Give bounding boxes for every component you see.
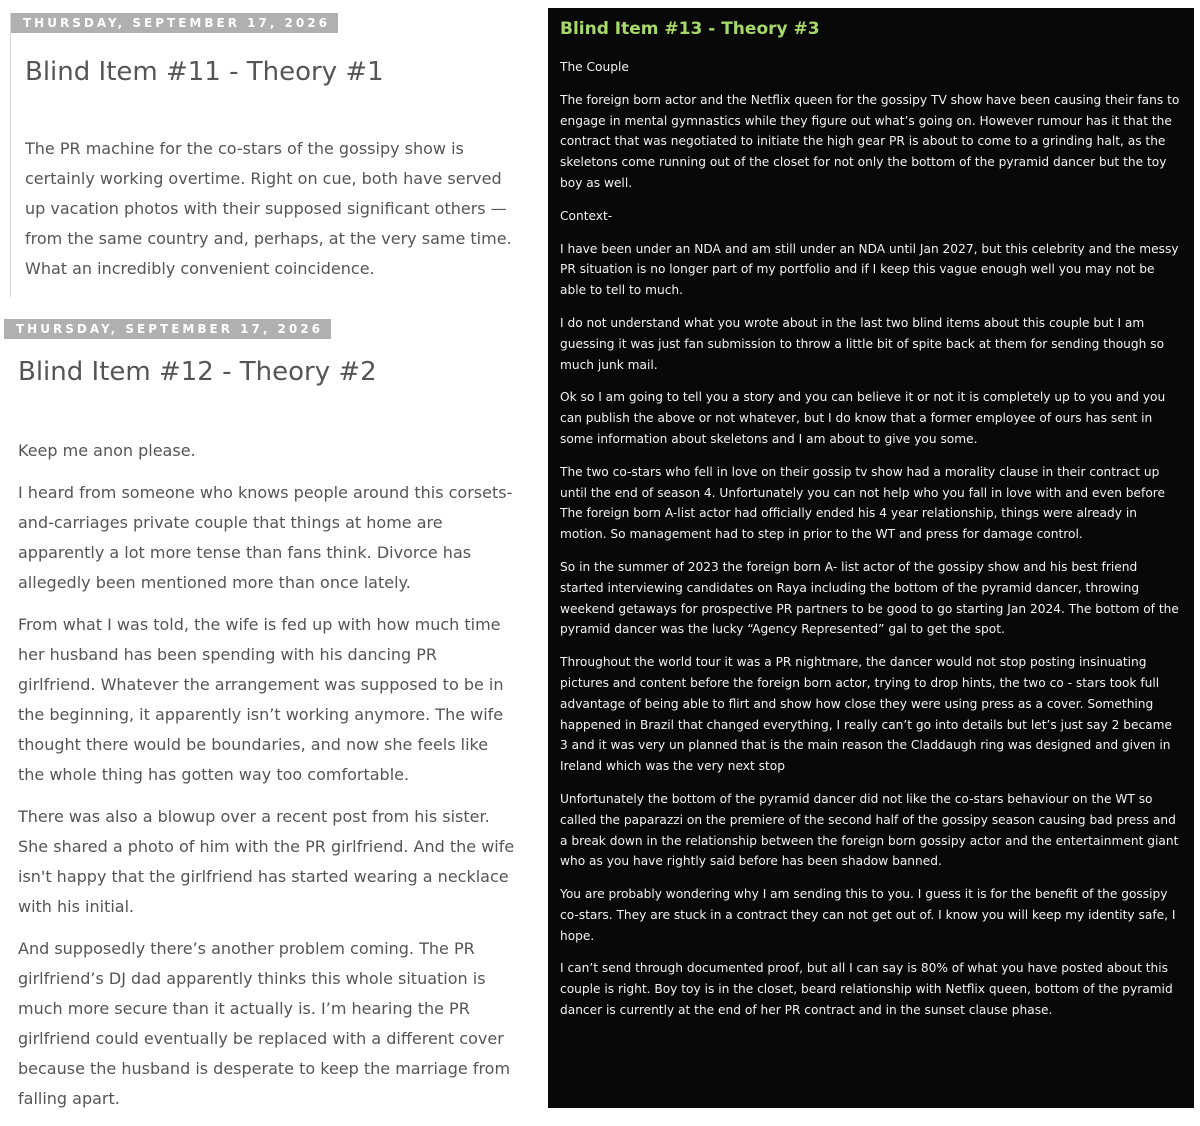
post-paragraph: The two co-stars who fell in love on their gossip tv show had a morality clause in their contract up until the end of season 4. Unfortunately you can not help who you fall in love with and even before The foreign born A-list actor had officially ended his 4 year relationship, things were already in motion. So management had to step in prior to the WT and press for damage control. [560,464,1166,542]
blog-post-13-dark-panel [548,8,1194,1108]
post-paragraph: Ok so I am going to tell you a story and you can believe it or not it is completely up to you and you can publish the above or not whatever, but I do know that a former employee of ours has sent in some information about skeletons and I am about to give you some. [560,390,1166,446]
post-paragraph: There was also a blowup over a recent post from his sister. She shared a photo of him with the PR girlfriend. And the wife isn't happy that the girlfriend has started wearing a necklace with his initial. [18,807,515,916]
blog-post-11 [10,12,531,297]
post-paragraph: The PR machine for the co-stars of the gossipy show is certainly working overtime. Right on cue, both have served up vacation photos with their supposed significant others — from the same country and, perhaps, at the very same time. What an incredibly convenient coincidence. [25,139,512,278]
post-title[interactable]: Blind Item #11 - Theory #1 [25,57,384,87]
post-paragraph: The Couple [560,60,629,74]
post-paragraph: So in the summer of 2023 the foreign born A- list actor of the gossipy show and his best friend started interviewing candidates on Raya including the bottom of the pyramid dancer, throwing weekend getaways for prospective PR partners to be good to go starting Jan 2024. The bottom of the pyramid dancer was the lucky “Agency Represented” gal to get the spot. [560,559,1179,637]
post-paragraph: I have been under an NDA and am still under an NDA until Jan 2027, but this celebrity and the messy PR situation is no longer part of my portfolio and if I keep this vague enough well you may not be able to tell to much. [560,241,1179,298]
post-paragraph: Keep me anon please. [18,441,196,460]
post-title[interactable]: Blind Item #12 - Theory #2 [18,357,377,387]
post-paragraph: I can’t send through documented proof, but all I can say is 80% of what you have posted about this couple is right. Boy toy is in the closet, beard relationship with Netflix queen, bottom of the pyramid dancer is currently at the end of her PR contract and in the sunset clause phase. [560,961,1173,1018]
post-paragraph: I heard from someone who knows people around this corsets-and-carriages private couple that things at home are apparently a lot more tense than fans think. Divorce has allegedly been mentioned more than once lately. [18,483,513,592]
post-paragraph: I do not understand what you wrote about in the last two blind items about this couple but I am guessing it was just fan submission to throw a little bit of spite back at them for sending though so much junk mail. [560,315,1165,372]
post-body [18,436,518,1126]
blog-post-12 [4,318,530,1118]
post-paragraph: From what I was told, the wife is fed up with how much time her husband has been spending with his dancing PR girlfriend. Whatever the arrangement was supposed to be in the beginning, it apparently isn’t working anymore. The wife thought there would be boundaries, and now she feels like the whole thing has gotten way too comfortable. [18,615,504,784]
post-paragraph: And supposedly there’s another problem coming. The PR girlfriend’s DJ dad apparently thinks this whole situation is much more secure than it actually is. I’m hearing the PR girlfriend could eventually be replaced with a different cover because the husband is desperate to keep the marriage from falling apart. [18,939,511,1108]
post-paragraph: Context- [560,208,613,223]
post-paragraph: The foreign born actor and the Netflix queen for the gossipy TV show have been causing their fans to engage in mental gymnastics while they figure out what’s going on. However rumour has it that the contract that was negotiated to initiate the high gear PR is about to come to a grinding halt, as the skeletons come running out of the closet for not only the bottom of the pyramid dancer but the toy boy as well. [560,92,1180,190]
post-body [25,134,525,284]
post-date-header: THURSDAY, SEPTEMBER 17, 2026 [4,319,331,339]
post-title[interactable]: Blind Item #13 - Theory #3 [560,19,820,39]
post-paragraph: Throughout the world tour it was a PR nightmare, the dancer would not stop posting insinuating pictures and content before the foreign born actor, trying to drop hints, the two co - stars took full advantage of being able to flirt and show how close they were using press as a cover. Something happened in Brazil that changed everything, I really can’t go into details but let’s just say 2 became 3 and it was very un planned that is the main reason the Claddaugh ring was designed and given in Ireland which was the very next stop [560,655,1172,774]
post-paragraph: Unfortunately the bottom of the pyramid dancer did not like the co-stars behaviour on the WT so called the paparazzi on the premiere of the second half of the gossipy season causing bad press and a break down in the relationship between the foreign born gossipy actor and the entertainment giant who as you have rightly said before has been shadow banned. [560,791,1179,869]
post-date-header: THURSDAY, SEPTEMBER 17, 2026 [11,13,338,33]
post-paragraph: You are probably wondering why I am sending this to you. I guess it is for the benefit of the gossipy co-stars. They are stuck in a contract they can not get out of. I know you will keep my identity safe, I hope. [560,887,1176,943]
